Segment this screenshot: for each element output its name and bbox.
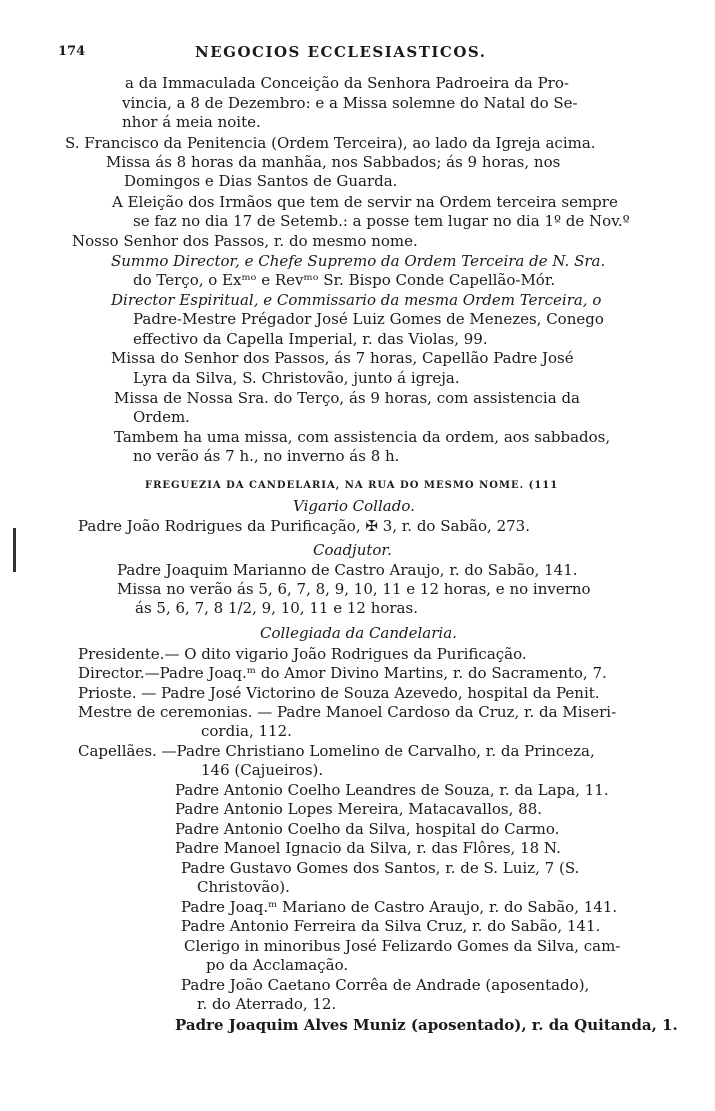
text-line: Padre Antonio Ferreira da Silva Cruz, r. do Sabão, 141. [181, 917, 601, 935]
text-line: Ordem. [133, 408, 190, 426]
section-heading: FREGUEZIA DA CANDELARIA, NA RUA DO MESMO NOME. (111 [145, 480, 559, 491]
text-line: A Eleição dos Irmãos que tem de servir na Ordem terceira sempre [112, 193, 618, 211]
text-line: Padre Antonio Coelho da Silva, hospital do Carmo. [175, 820, 560, 838]
text-line: Padre Manoel Ignacio da Silva, r. das Flôres, 18 N. [175, 839, 561, 857]
text-line: Vigario Collado. [293, 497, 415, 515]
text-line: effectivo da Capella Imperial, r. das Violas, 99. [133, 330, 488, 348]
text-line: Missa ás 8 horas da manhãa, nos Sabbados; ás 9 horas, nos [106, 153, 561, 171]
page-number: 174 [58, 44, 86, 59]
text-line: Summo Director, e Chefe Supremo da Ordem Terceira de N. Sra. [111, 252, 606, 270]
text-line: Prioste. — Padre José Victorino de Souza Azevedo, hospital da Penit. [78, 684, 600, 702]
text-line: se faz no dia 17 de Setemb.: a posse tem lugar no dia 1º de Nov.º [133, 212, 630, 230]
text-line: Capellães. —Padre Christiano Lomelino de Carvalho, r. da Princeza, [78, 742, 595, 760]
text-line: 146 (Cajueiros). [201, 761, 324, 779]
text-line: Missa de Nossa Sra. do Terço, ás 9 horas, com assistencia da [114, 389, 580, 407]
text-line: Clerigo in minoribus José Felizardo Gomes da Silva, cam- [184, 937, 621, 955]
text-line: Padre Joaquim Marianno de Castro Araujo, r. do Sabão, 141. [117, 561, 578, 579]
text-line: Director Espiritual, e Commissario da mesma Ordem Terceira, o [111, 291, 602, 309]
text-line: po da Acclamação. [206, 956, 349, 974]
text-line: Christovão). [197, 878, 290, 896]
running-title: NEGOCIOS ECCLESIASTICOS. [195, 43, 487, 61]
text-line: Coadjutor. [313, 541, 392, 559]
text-line: Mestre de ceremonias. — Padre Manoel Cardoso da Cruz, r. da Miseri- [78, 703, 617, 721]
text-line: vincia, a 8 de Dezembro: e a Missa solemne do Natal do Se- [122, 94, 578, 112]
text-line: Padre Gustavo Gomes dos Santos, r. de S. Luiz, 7 (S. [181, 859, 580, 877]
text-line: Lyra da Silva, S. Christovão, junto á igreja. [133, 369, 460, 387]
text-line: Tambem ha uma missa, com assistencia da ordem, aos sabbados, [114, 428, 611, 446]
text-line: Missa no verão ás 5, 6, 7, 8, 9, 10, 11 e 12 horas, e no inverno [117, 580, 591, 598]
text-line: Padre Antonio Lopes Mereira, Matacavallos, 88. [175, 800, 543, 818]
text-line: ás 5, 6, 7, 8 1/2, 9, 10, 11 e 12 horas. [135, 599, 418, 617]
text-line: Nosso Senhor dos Passos, r. do mesmo nome. [72, 232, 418, 250]
text-line: a da Immaculada Conceição da Senhora Padroeira da Pro- [125, 74, 569, 92]
text-line: no verão ás 7 h., no inverno ás 8 h. [133, 447, 400, 465]
text-line: Padre João Rodrigues da Purificação, ✠ 3, r. do Sabão, 273. [78, 517, 530, 535]
text-line: Domingos e Dias Santos de Guarda. [124, 172, 398, 190]
text-line: Missa do Senhor dos Passos, ás 7 horas, Capellão Padre José [111, 349, 574, 367]
text-line: Presidente.— O dito vigario João Rodrigues da Purificação. [78, 645, 527, 663]
text-line: do Terço, o Exᵐᵒ e Revᵐᵒ Sr. Bispo Conde Capellão-Mór. [133, 271, 556, 289]
text-line: Padre Joaq.ᵐ Mariano de Castro Araujo, r. do Sabão, 141. [181, 898, 618, 916]
text-line: Padre João Caetano Corrêa de Andrade (aposentado), [181, 976, 590, 994]
text-line: r. do Aterrado, 12. [197, 995, 337, 1013]
text-line: cordia, 112. [201, 722, 292, 740]
text-line: Padre-Mestre Prégador José Luiz Gomes de Menezes, Conego [133, 310, 604, 328]
text-line: Padre Antonio Coelho Leandres de Souza, r. da Lapa, 11. [175, 781, 609, 799]
text-line: nhor á meia noite. [122, 113, 261, 131]
text-line: Collegiada da Candelaria. [260, 624, 457, 642]
margin-mark [13, 528, 16, 572]
text-line: Padre Joaquim Alves Muniz (aposentado), r. da Quitanda, 1. [175, 1016, 678, 1034]
text-line: S. Francisco da Penitencia (Ordem Terceira), ao lado da Igreja acima. [65, 134, 596, 152]
text-line: Director.—Padre Joaq.ᵐ do Amor Divino Martins, r. do Sacramento, 7. [78, 664, 607, 682]
